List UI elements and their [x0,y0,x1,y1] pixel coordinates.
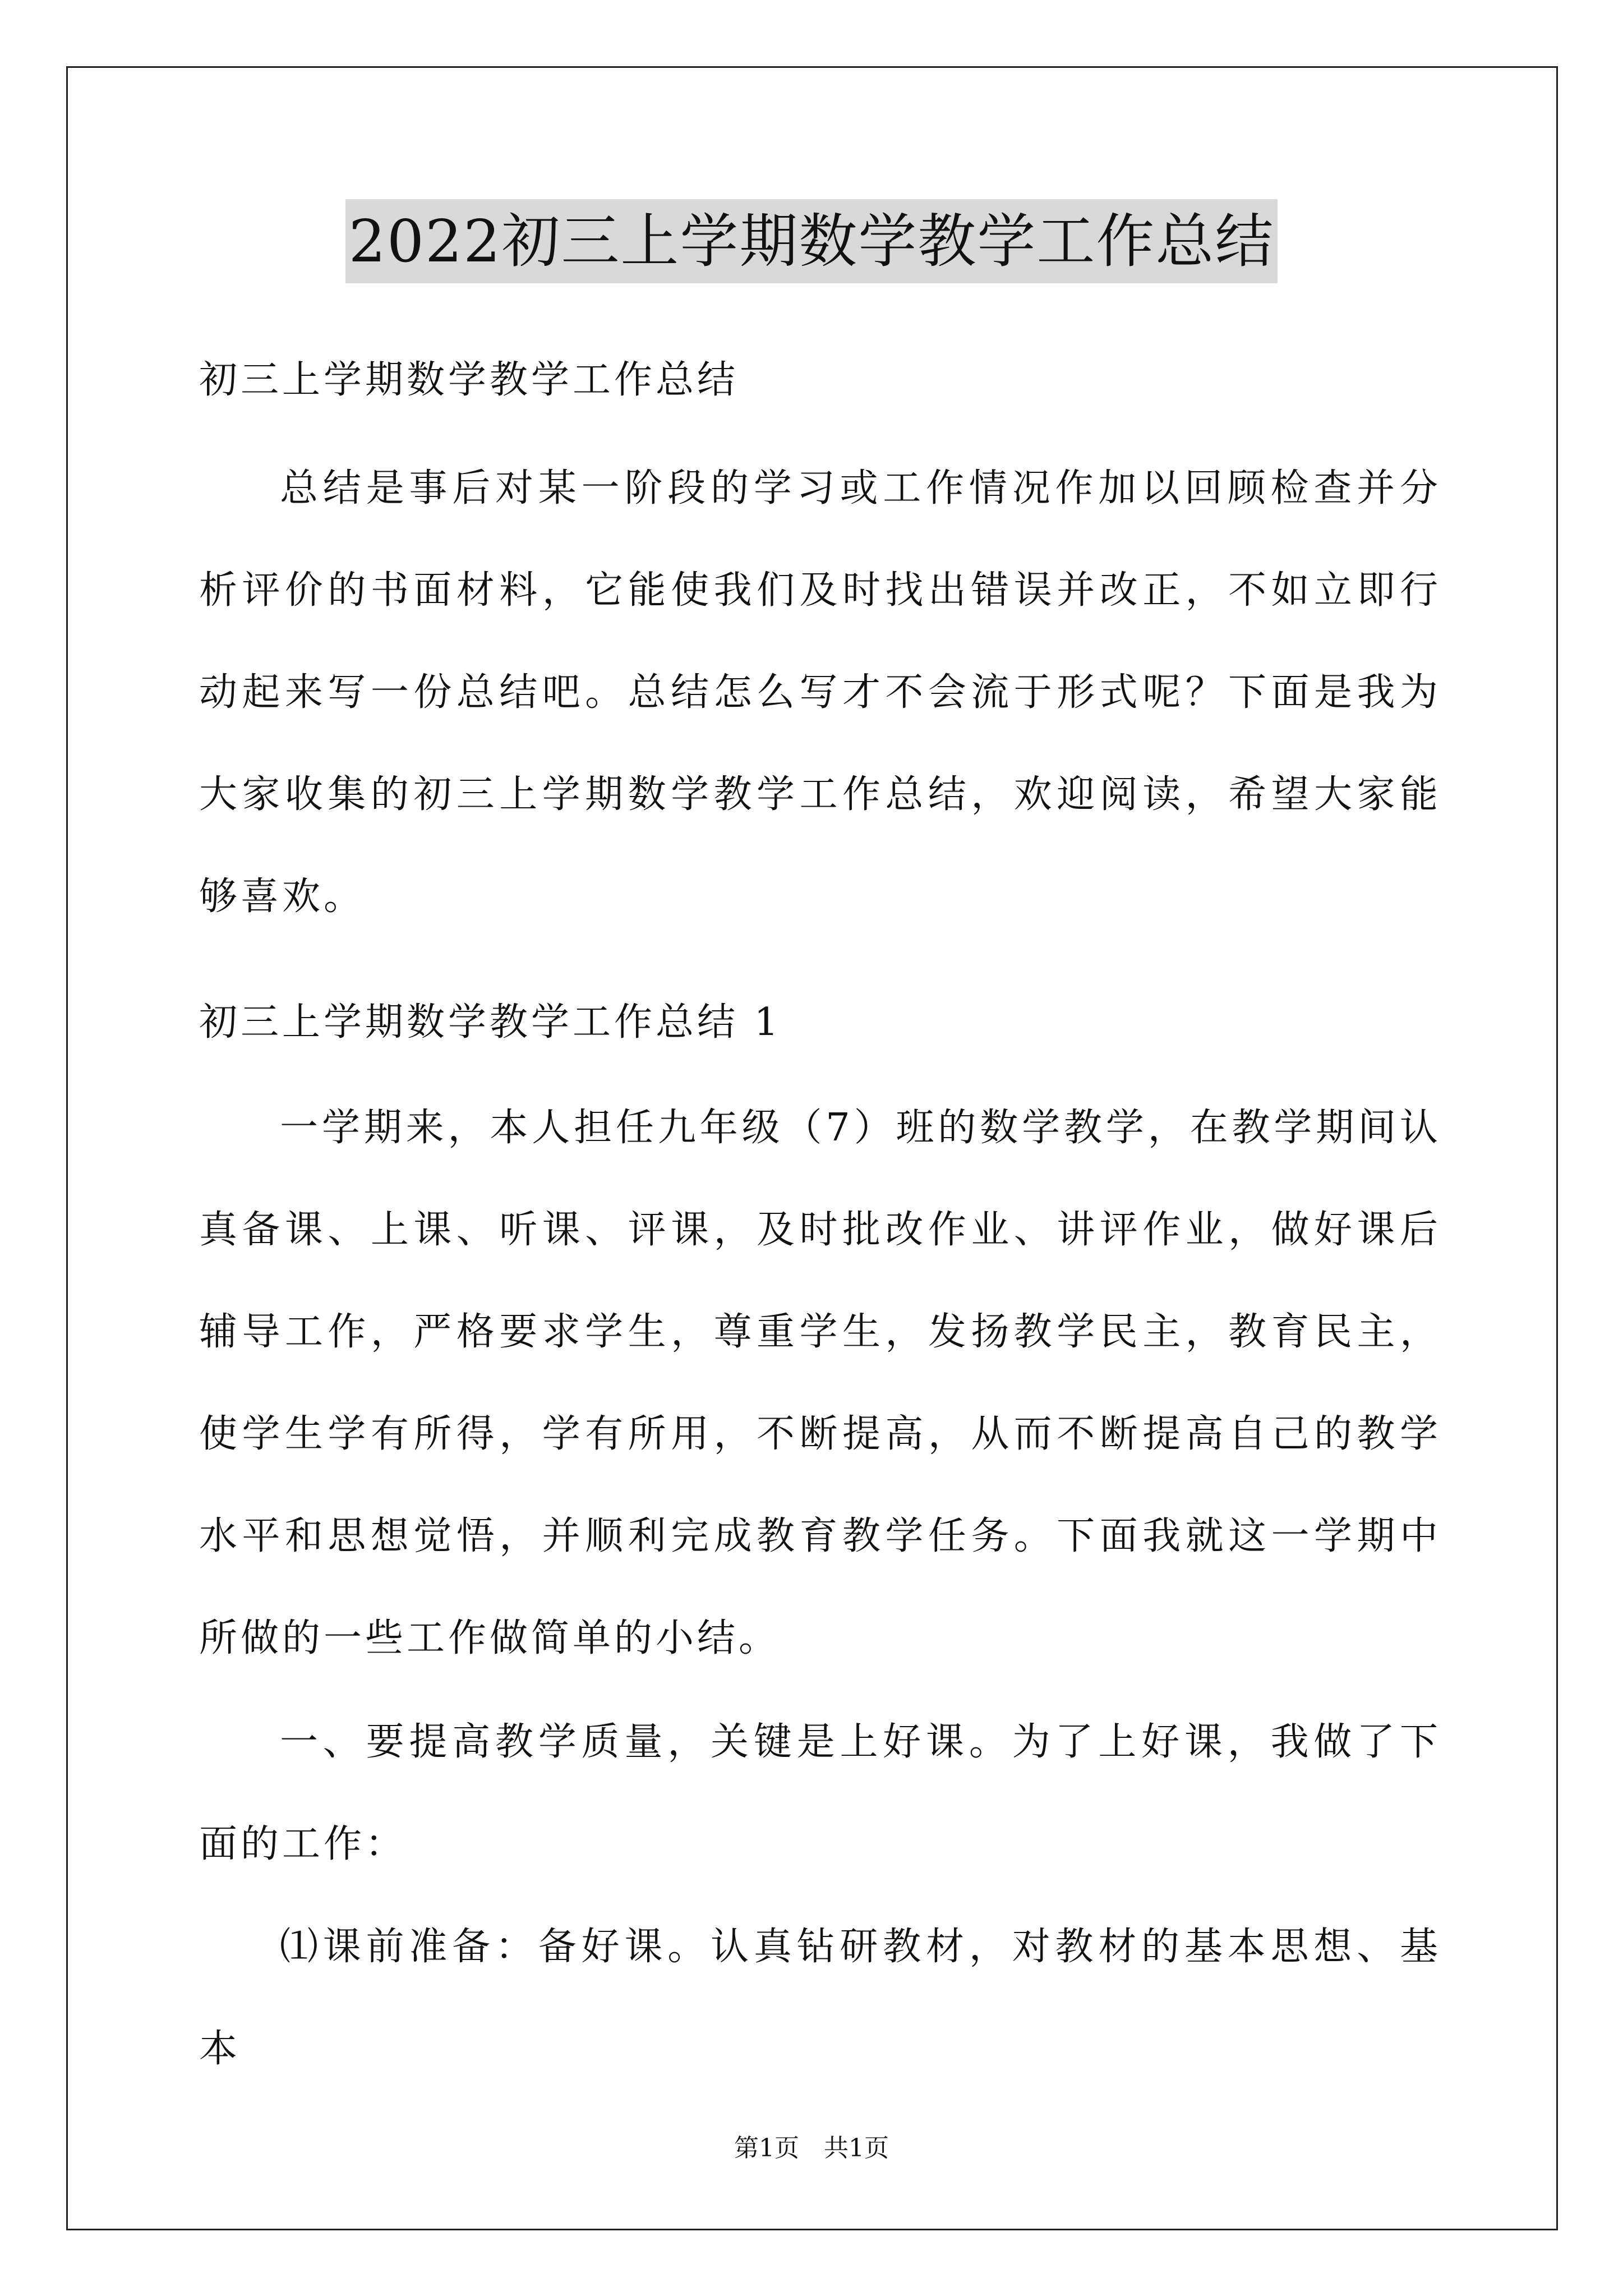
title-container [0,199,1623,283]
intro-paragraph: 总结是事后对某一阶段的学习或工作情况作加以回顾检查并分析评价的书面材料，它能使我们及时找出错误并改正，不如立即行动起来写一份总结吧。总结怎么写才不会流于形式呢？下面是我为大家收集的初三上学期数学教学工作总结，欢迎阅读，希望大家能够喜欢。 [199,466,1441,919]
body-paragraph-3: ⑴课前准备：备好课。认真钻研教材，对教材的基本思想、基本 [199,1925,1441,2071]
document-title: 2022初三上学期数学教学工作总结 [345,199,1278,283]
body-paragraph-1: 一学期来，本人担任九年级（7）班的数学教学，在教学期间认真备课、上课、听课、评课，及时批改作业、讲评作业，做好课后辅导工作，严格要求学生，尊重学生，发扬教学民主，教育民主，使学生学有所得，学有所用，不断提高，从而不断提高自己的教学水平和思想觉悟，并顺利完成教育教学任务。下面我就这一学期中所做的一些工作做简单的小结。 [199,1106,1441,1660]
page-footer: 第1页 共1页 [734,2134,889,2162]
document-subtitle: 初三上学期数学教学工作总结 [199,358,739,402]
body-paragraph-2: 一、要提高教学质量，关键是上好课。为了上好课，我做了下面的工作： [199,1720,1441,1866]
section-heading: 初三上学期数学教学工作总结 1 [199,1000,782,1045]
